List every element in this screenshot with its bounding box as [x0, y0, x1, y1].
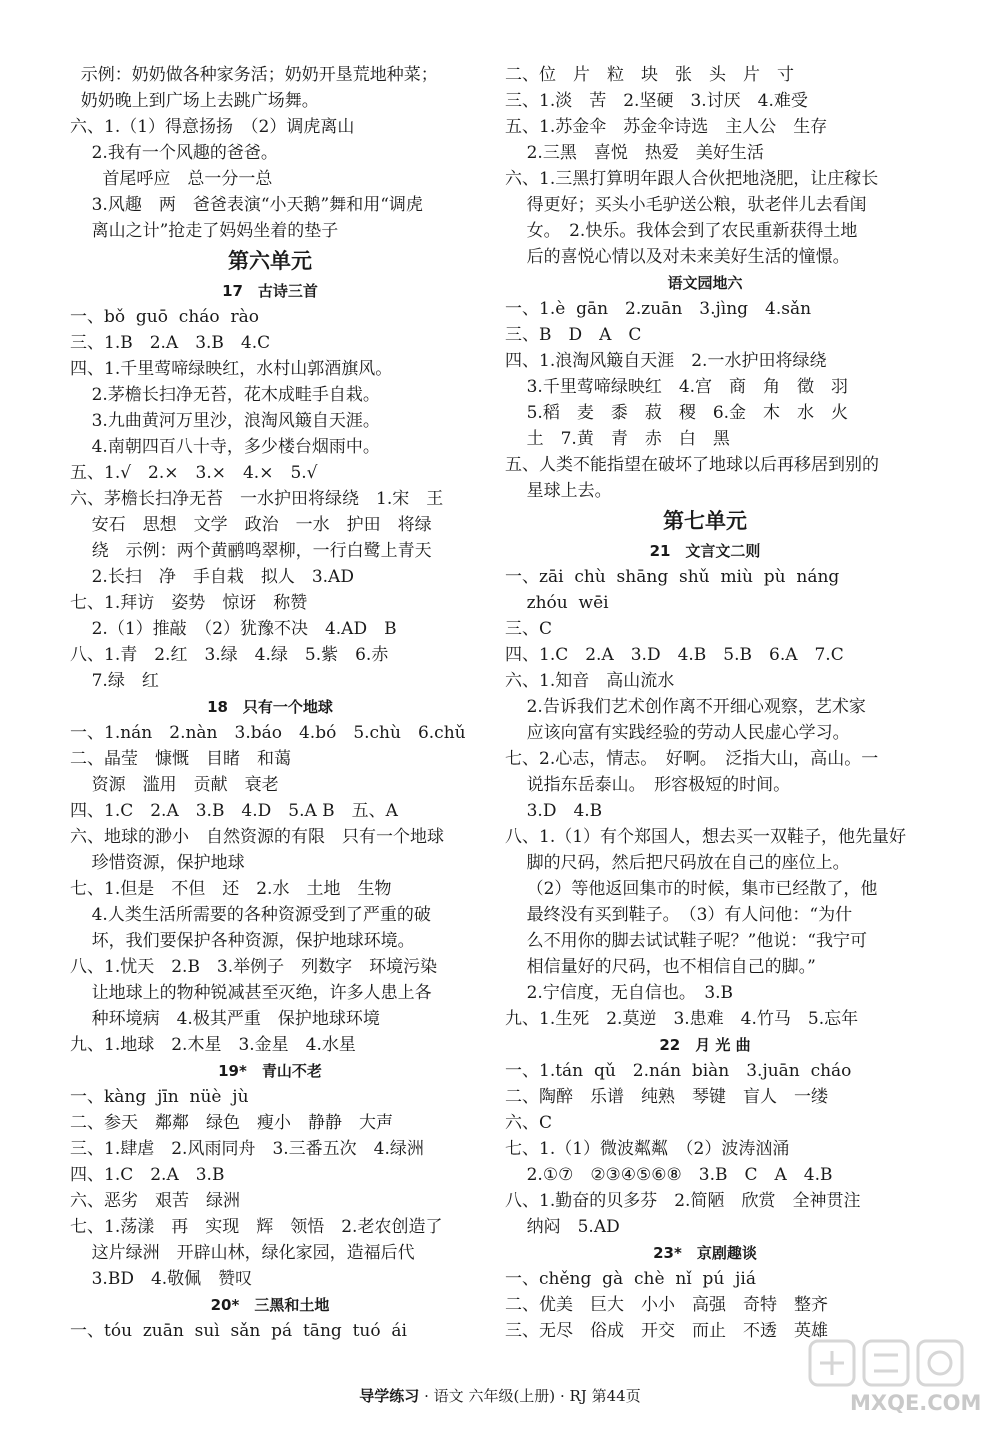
answer-line: 2.（1）推敲 （2）犹豫不决 4.AD B: [70, 619, 397, 639]
answer-line: 奶奶晚上到广场上去跳广场舞。: [70, 91, 319, 111]
watermark: [800, 1333, 990, 1423]
answer-line: 资源 滥用 贡献 衰老: [70, 775, 279, 795]
answer-line: 土 7.黄 青 赤 白 黑: [505, 429, 730, 449]
answer-line: 三、C: [505, 619, 553, 639]
lesson-heading: 20* 三黑和土地: [210, 1296, 330, 1314]
answer-line: 一、chěng gà chè nǐ pú jiá: [505, 1269, 757, 1289]
answer-line: 4.南朝四百八十寺，多少楼台烟雨中。: [70, 437, 380, 457]
answer-line: 六、地球的渺小 自然资源的有限 只有一个地球: [70, 827, 444, 847]
answer-line: 星球上去。: [505, 481, 612, 501]
right-column: [505, 62, 905, 1344]
answer-line: 示例：奶奶做各种家务活；奶奶开垦荒地种菜；: [70, 65, 438, 85]
answer-line: 六、1.（1）得意扬扬 （2）调虎离山: [70, 117, 355, 137]
answer-line: 六、1.三黑打算明年跟人合伙把地浇肥，让庄稼长: [505, 169, 879, 189]
answer-line: （2）等他返回集市的时候，集市已经散了，他: [505, 879, 878, 899]
answer-line: 五、人类不能指望在破坏了地球以后再移居到别的: [505, 455, 879, 475]
answer-line: 2.我有一个风趣的爸爸。: [70, 143, 278, 163]
answer-line: 得更好；买头小毛驴送公粮，驮老伴儿去看闺: [505, 195, 867, 215]
answer-line: 2.宁信度，无自信也。 3.B: [505, 983, 734, 1003]
answer-line: 四、1.C 2.A 3.D 4.B 5.B 6.A 7.C: [505, 645, 844, 665]
answer-line: 三、1.淡 苦 2.坚硬 3.讨厌 4.难受: [505, 91, 808, 111]
answer-line: 六、1.知音 高山流水: [505, 671, 675, 691]
lesson-heading: 17 古诗三首: [222, 282, 318, 300]
answer-line: 三、1.肆虐 2.风雨同舟 3.三番五次 4.绿洲: [70, 1139, 424, 1159]
answer-line: 七、1.（1）微波粼粼 （2）波涛汹涌: [505, 1139, 790, 1159]
answer-line: 2.①⑦ ②③④⑤⑥⑧ 3.B C A 4.B: [505, 1165, 833, 1185]
answer-line: 四、1.浪淘风簸自天涯 2.一水护田将绿绕: [505, 351, 827, 371]
answer-line: 最终没有买到鞋子。 （3）有人问他：“为什: [505, 905, 853, 925]
answer-line: 么不用你的脚去试试鞋子呢？”他说：“我宁可: [505, 931, 867, 951]
answer-line: 绕 示例：两个黄鹂鸣翠柳，一行白鹭上青天: [70, 541, 432, 561]
answer-line: 应该向富有实践经验的劳动人民虚心学习。: [505, 723, 850, 743]
answer-line: 二、优美 巨大 小小 高强 奇特 整齐: [505, 1295, 828, 1315]
answer-line: 一、kàng jīn nüè jù: [70, 1087, 249, 1107]
footer-page-number: 第44页: [591, 1387, 641, 1405]
answer-line: 3.BD 4.敬佩 赞叹: [70, 1269, 253, 1289]
footer-separator: ·: [559, 1387, 565, 1405]
answer-line: 二、陶醉 乐谱 纯熟 琴键 盲人 一缕: [505, 1087, 828, 1107]
answer-line: 3.风趣 两 爸爸表演“小天鹅”舞和用“调虎: [70, 195, 423, 215]
answer-line: 3.千里莺啼绿映红 4.宫 商 角 徵 羽: [505, 377, 849, 397]
answer-line: 纳闷 5.AD: [505, 1217, 620, 1237]
answer-line: 相信量好的尺码，也不相信自己的脚。”: [505, 957, 816, 977]
answer-line: 珍惜资源，保护地球: [70, 853, 245, 873]
answer-line: 女。 2.快乐。我体会到了农民重新获得土地: [505, 221, 858, 241]
answer-line: 三、无尽 俗成 开交 而止 不透 英雄: [505, 1321, 828, 1341]
answer-line: 首尾呼应 总一分一总: [70, 169, 273, 189]
answer-line: 七、1.拜访 姿势 惊讶 称赞: [70, 593, 308, 613]
lesson-heading: 语文园地六: [667, 274, 743, 292]
footer-separator: ·: [424, 1387, 429, 1405]
answer-line: 八、1.（1）有个郑国人，想去买一双鞋子，他先量好: [505, 827, 907, 847]
answer-line: 让地球上的物种锐减甚至灭绝，许多人患上各: [70, 983, 432, 1003]
answer-line: 5.稻 麦 黍 菽 稷 6.金 木 水 火: [505, 403, 849, 423]
answer-line: 一、1.tán qǔ 2.nán biàn 3.juān cháo: [505, 1061, 852, 1081]
answer-line: 3.九曲黄河万里沙，浪淘风簸自天涯。: [70, 411, 380, 431]
answer-line: 一、bǒ guō cháo rào: [70, 307, 259, 327]
answer-line: 二、位 片 粒 块 张 头 片 寸: [505, 65, 794, 85]
lesson-heading: 21 文言文二则: [649, 542, 761, 560]
answer-line: 二、晶莹 慷慨 目睹 和蔼: [70, 749, 291, 769]
lesson-heading: 22 月 光 曲: [659, 1036, 751, 1054]
answer-line: 后的喜悦心情以及对未来美好生活的憧憬。: [505, 247, 850, 267]
answer-line: 7.绿 红: [70, 671, 159, 691]
answer-line: 一、tóu zuān suì sǎn pá tāng tuó ái: [70, 1321, 407, 1341]
answer-line: 三、1.B 2.A 3.B 4.C: [70, 333, 271, 353]
answer-line: 安石 思想 文学 政治 一水 护田 将绿: [70, 515, 432, 535]
answer-line: 一、zāi chù shāng shǔ miù pù náng: [505, 567, 840, 587]
lesson-heading: 19* 青山不老: [218, 1062, 322, 1080]
answer-line: 2.告诉我们艺术创作离不开细心观察，艺术家: [505, 697, 866, 717]
answer-line: 六、恶劣 艰苦 绿洲: [70, 1191, 240, 1211]
answer-line: 七、1.但是 不但 还 2.水 土地 生物: [70, 879, 392, 899]
answer-line: 四、1.C 2.A 3.B 4.D 5.A B 五、A: [70, 801, 398, 821]
unit-heading: 第六单元: [228, 249, 312, 273]
answer-line: 种环境病 4.极其严重 保护地球环境: [70, 1009, 380, 1029]
answer-line: 离山之计”抢走了妈妈坐着的垫子: [70, 221, 339, 241]
answer-line: 这片绿洲 开辟山林，绿化家园，造福后代: [70, 1243, 415, 1263]
answer-line: 九、1.生死 2.莫逆 3.患难 4.竹马 5.忘年: [505, 1009, 859, 1029]
footer-brand: 导学练习: [359, 1387, 420, 1405]
unit-heading: 第七单元: [663, 509, 747, 533]
answer-line: 2.长扫 净 手自栽 拟人 3.AD: [70, 567, 354, 587]
answer-line: 脚的尺码，然后把尺码放在自己的座位上。: [505, 853, 850, 873]
answer-line: 一、1.è gān 2.zuān 3.jìng 4.sǎn: [505, 299, 812, 319]
answer-line: 二、参天 鄰鄰 绿色 瘦小 静静 大声: [70, 1113, 393, 1133]
answer-line: 八、1.青 2.红 3.绿 4.绿 5.紫 6.赤: [70, 645, 389, 665]
answer-line: 八、1.忧天 2.B 3.举例子 列数字 环境污染: [70, 957, 438, 977]
answer-line: 三、B D A C: [505, 325, 642, 345]
answer-line: 六、C: [505, 1113, 553, 1133]
answer-line: 四、1.千里莺啼绿映红，水村山郭酒旗风。: [70, 359, 393, 379]
answer-line: 四、1.C 2.A 3.B: [70, 1165, 225, 1185]
answer-line: zhóu wēi: [505, 593, 609, 613]
answer-line: 3.D 4.B: [505, 801, 603, 821]
watermark-text: MXQE.COM: [850, 1391, 982, 1415]
answer-site-logo-icon: [800, 1333, 990, 1393]
lesson-heading: 23* 京剧趣谈: [653, 1244, 757, 1262]
answer-line: 七、1.荡漾 再 实现 辉 领悟 2.老农创造了: [70, 1217, 443, 1237]
answer-line: 八、1.勤奋的贝多芬 2.简陋 欣赏 全神贯注: [505, 1191, 861, 1211]
answer-line: 七、2.心志，情志。 好啊。 泛指大山，高山。一: [505, 749, 879, 769]
answer-line: 说指东岳泰山。 形容极短的时间。: [505, 775, 791, 795]
answer-line: 九、1.地球 2.木星 3.金星 4.水星: [70, 1035, 356, 1055]
left-column: [70, 62, 470, 1344]
answer-line: 2.三黑 喜悦 热爱 美好生活: [505, 143, 764, 163]
footer-subject: 语文: [433, 1387, 464, 1405]
answer-line: 2.茅檐长扫净无苔，花木成畦手自栽。: [70, 385, 380, 405]
answer-line: 坏，我们要保护各种资源，保护地球环境。: [70, 931, 415, 951]
lesson-heading: 18 只有一个地球: [207, 698, 333, 716]
footer-edition: RJ: [569, 1387, 587, 1405]
answer-line: 一、1.nán 2.nàn 3.báo 4.bó 5.chù 6.chǔ: [70, 723, 466, 743]
answer-line: 4.人类生活所需要的各种资源受到了严重的破: [70, 905, 431, 925]
footer-grade: 六年级(上册): [468, 1387, 556, 1405]
answer-line: 五、1.√ 2.× 3.× 4.× 5.√: [70, 463, 318, 483]
answer-line: 五、1.苏金伞 苏金伞诗选 主人公 生存: [505, 117, 828, 137]
answer-line: 六、茅檐长扫净无苔 一水护田将绿绕 1.宋 王: [70, 489, 444, 509]
